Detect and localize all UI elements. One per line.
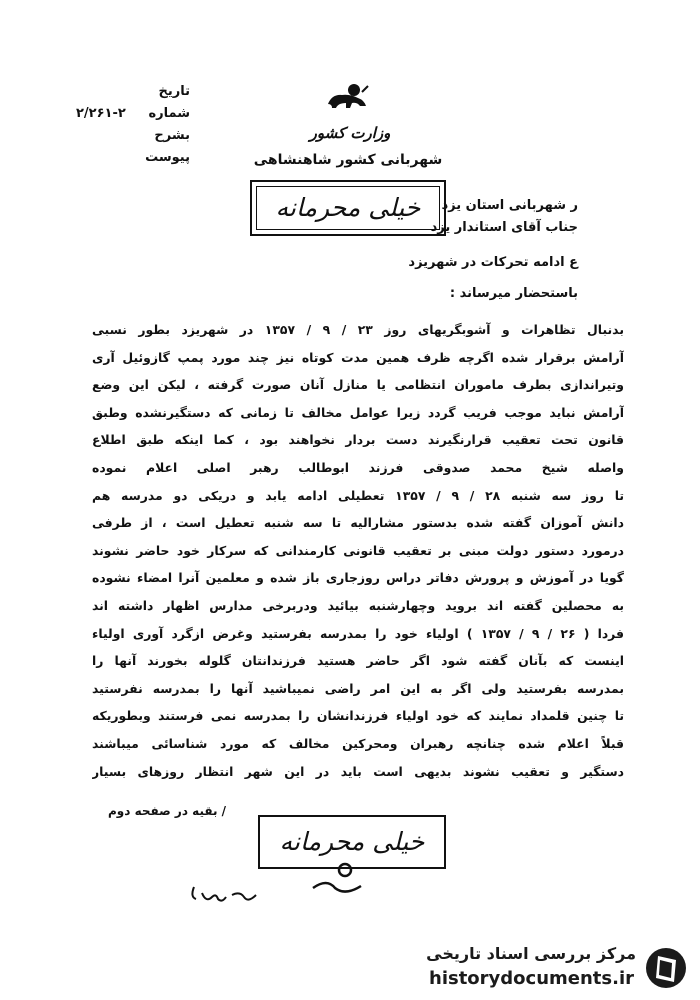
attachment-row [70, 128, 190, 150]
body-line: تا چنین قلمداد نمایند که خود اولیاء فرزندانشان را بمدرسه نمی فرستند وبطوریکه [92, 708, 624, 724]
classification-stamp-bottom: خیلی محرمانه [258, 815, 446, 869]
number-value: ۲/۲۶۱-۲ [76, 106, 126, 121]
body-line: درمورد دستور دولت مبنی بر تعقیب قانونی کارمندانی که سرکار خود حاضر نشوند [92, 542, 624, 558]
body-line: اینست که بآنان گفته شود اگر حاضر هستید فرزندانتان گلوله بخورند آنها را [92, 653, 624, 669]
attachment-row-2 [70, 150, 190, 172]
signature-mark-icon [305, 858, 365, 898]
body-line: بدنبال تظاهرات و آشوبگریهای روز ۲۳ / ۹ / ۱۳۵۷ در شهریزد بطور نسبی [92, 322, 624, 337]
recipient-line: جناب آقای استاندار یزد [430, 220, 578, 235]
ministry-title: وزارت کشور [309, 124, 391, 142]
continuation-note: / بقیه در صفحه دوم [108, 804, 227, 818]
organization-title: شهربانی کشور شاهنشاهی [253, 152, 443, 168]
body-line: قانون تحت تعقیب قرارنگیرند دست بردار نخواهند بود ، کما اینکه طبق اطلاع [92, 432, 624, 448]
body-line: بمدرسه بفرستید ولی اگر به این امر راضی نمیباشید آنها را بمدرسه نفرستید [92, 680, 624, 696]
classification-stamp-top: خیلی محرمانه [250, 180, 446, 236]
archive-logo-icon [644, 944, 688, 992]
sender-line: ر شهربانی استان یزد [441, 198, 578, 213]
reference-label: بشرح [154, 128, 190, 143]
handwritten-note-icon [188, 873, 268, 913]
subject-line: ع ادامه تحرکات در شهریزد [408, 255, 578, 270]
body-line: دستگیر و تعقیب نشوند بدیهی است باید در این شهر انتظار روزهای بسیار [92, 763, 624, 779]
watermark-name: مرکز بررسی اسناد تاریخی [426, 944, 636, 963]
body-line: تا روز سه شنبه ۲۸ / ۹ / ۱۳۵۷ تعطیلی ادامه یابد و دریکی دو مدرسه هم [92, 487, 624, 503]
letter-body [92, 316, 624, 785]
date-label: تاریخ [158, 84, 190, 99]
body-line: فردا ( ۲۶ / ۹ / ۱۳۵۷ ) اولیاء خود را بمدرسه بفرستید وغرض ازگرد آوری اولیاء [92, 625, 624, 641]
document-header-fields [70, 84, 190, 172]
number-row [70, 106, 190, 128]
body-line: قبلاً اعلام شده چنانچه رهبران ومحرکین مخالف که مورد شناسائی میباشند [92, 735, 624, 751]
number-label: شماره [148, 106, 190, 121]
body-line: به محصلین گفته اند بروید وچهارشنبه بیائید ودربرخی مدارس اظهار داشته اند [92, 597, 624, 613]
body-line: گویا در آموزش و پرورش دفاتر دراس روزجاری باز شده و معلمین آنرا امضاء نشوده [92, 570, 624, 586]
attachment-label: پیوست [145, 150, 190, 165]
watermark-url: historydocuments.ir [429, 968, 634, 989]
body-line: وتیراندازی بطرف ماموران انتظامی یا منازل آنان صورت گرفته ، لیکن این وضع [92, 377, 624, 393]
date-row [70, 84, 190, 106]
body-line: آرامش نباید موجب فریب گردد زیرا عوامل مخالف تا زمانی که دستگیرنشده وطبق [92, 404, 624, 420]
body-line: آرامش برقرار شده اگرچه ظرف همین مدت کوتاه نیز چند مورد پمپ گازوئیل آری [92, 349, 624, 365]
lion-and-sun-emblem-icon [324, 82, 370, 110]
salutation-line: باستحضار میرساند : [449, 286, 578, 301]
archive-watermark [370, 936, 700, 1000]
body-line: دانش آموزان گفته شده بدستور مشارالیه تا سه شنبه تعطیل است ، از طرفی [92, 515, 624, 531]
body-line: واصله شیخ محمد صدوقی فرزند ابوطالب رهبر اصلی اعلام نموده [92, 459, 624, 475]
